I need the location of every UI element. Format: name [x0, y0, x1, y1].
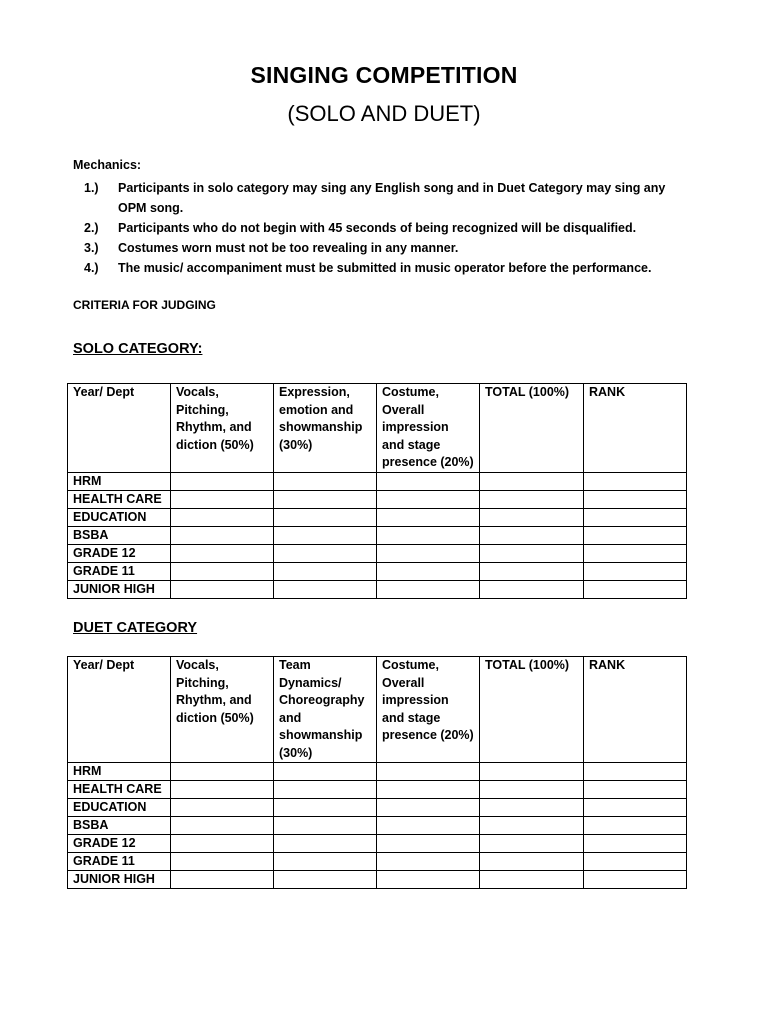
score-cell[interactable] — [274, 871, 377, 889]
score-cell[interactable] — [171, 853, 274, 871]
score-cell[interactable] — [377, 763, 480, 781]
column-header: Year/ Dept — [68, 384, 171, 473]
score-cell[interactable] — [584, 853, 687, 871]
duet-category-heading: DUET CATEGORY — [73, 620, 198, 636]
score-cell[interactable] — [480, 508, 584, 526]
score-cell[interactable] — [480, 562, 584, 580]
score-cell[interactable] — [171, 544, 274, 562]
score-cell[interactable] — [480, 544, 584, 562]
table-row — [68, 835, 687, 853]
score-cell[interactable] — [584, 781, 687, 799]
score-cell[interactable] — [171, 781, 274, 799]
mechanics-item-number: 1.) — [84, 181, 99, 195]
table-row — [68, 490, 687, 508]
score-cell[interactable] — [171, 835, 274, 853]
column-header: Year/ Dept — [68, 657, 171, 763]
table-header-row — [68, 384, 687, 473]
solo-category-heading: SOLO CATEGORY: — [73, 341, 203, 357]
score-cell[interactable] — [274, 799, 377, 817]
score-cell[interactable] — [584, 526, 687, 544]
score-cell[interactable] — [377, 853, 480, 871]
column-header: Vocals, Pitching, Rhythm, and diction (50%) — [171, 384, 274, 473]
score-cell[interactable] — [480, 490, 584, 508]
score-cell[interactable] — [274, 490, 377, 508]
mechanics-item — [84, 238, 684, 258]
score-cell[interactable] — [171, 508, 274, 526]
score-cell[interactable] — [480, 817, 584, 835]
score-cell[interactable] — [274, 508, 377, 526]
table-row — [68, 544, 687, 562]
row-label: BSBA — [68, 526, 171, 544]
table-row — [68, 853, 687, 871]
score-cell[interactable] — [377, 562, 480, 580]
mechanics-item-text: Costumes worn must not be too revealing in any manner. — [118, 241, 459, 255]
score-cell[interactable] — [377, 544, 480, 562]
row-label: EDUCATION — [68, 799, 171, 817]
page-title: SINGING COMPETITION — [250, 62, 518, 88]
score-cell[interactable] — [171, 490, 274, 508]
score-cell[interactable] — [274, 526, 377, 544]
page-subtitle: (SOLO AND DUET) — [287, 101, 481, 126]
score-cell[interactable] — [584, 763, 687, 781]
score-cell[interactable] — [584, 580, 687, 598]
table-row — [68, 817, 687, 835]
score-cell[interactable] — [480, 472, 584, 490]
score-cell[interactable] — [480, 799, 584, 817]
score-cell[interactable] — [377, 835, 480, 853]
score-cell[interactable] — [274, 835, 377, 853]
column-header: Costume, Overall impression and stage presence (20%) — [377, 657, 480, 763]
row-label: HEALTH CARE — [68, 490, 171, 508]
row-label: EDUCATION — [68, 508, 171, 526]
score-cell[interactable] — [171, 562, 274, 580]
mechanics-item-text: Participants who do not begin with 45 seconds of being recognized will be disqualified. — [118, 221, 637, 235]
mechanics-item-number: 2.) — [84, 221, 99, 235]
score-cell[interactable] — [171, 871, 274, 889]
score-cell[interactable] — [171, 799, 274, 817]
score-cell[interactable] — [377, 580, 480, 598]
table-row — [68, 763, 687, 781]
row-label: BSBA — [68, 817, 171, 835]
score-cell[interactable] — [480, 763, 584, 781]
score-cell[interactable] — [584, 835, 687, 853]
column-header: Team Dynamics/ Choreography and showmanship (30%) — [274, 657, 377, 763]
table-row — [68, 799, 687, 817]
row-label: HEALTH CARE — [68, 781, 171, 799]
mechanics-item — [84, 178, 684, 218]
score-cell[interactable] — [171, 526, 274, 544]
mechanics-label: Mechanics: — [73, 158, 142, 172]
score-cell[interactable] — [274, 544, 377, 562]
table-row — [68, 526, 687, 544]
column-header: RANK — [584, 384, 687, 473]
score-cell[interactable] — [584, 799, 687, 817]
mechanics-item — [84, 258, 684, 278]
column-header: RANK — [584, 657, 687, 763]
score-cell[interactable] — [274, 781, 377, 799]
mechanics-item-number: 4.) — [84, 261, 99, 275]
score-cell[interactable] — [274, 817, 377, 835]
score-cell[interactable] — [274, 472, 377, 490]
row-label: GRADE 11 — [68, 853, 171, 871]
column-header: Costume, Overall impression and stage presence (20%) — [377, 384, 480, 473]
table-row — [68, 472, 687, 490]
table-row — [68, 781, 687, 799]
column-header: Vocals, Pitching, Rhythm, and diction (50%) — [171, 657, 274, 763]
mechanics-item-text: Participants in solo category may sing any English song and in Duet Category may sing any OPM song. — [118, 181, 666, 215]
duet-score-table — [67, 656, 687, 889]
score-cell[interactable] — [584, 544, 687, 562]
score-cell[interactable] — [377, 799, 480, 817]
column-header: TOTAL (100%) — [480, 657, 584, 763]
score-cell[interactable] — [377, 526, 480, 544]
score-cell[interactable] — [377, 817, 480, 835]
score-cell[interactable] — [480, 580, 584, 598]
score-cell[interactable] — [274, 763, 377, 781]
score-cell[interactable] — [274, 562, 377, 580]
row-label: GRADE 12 — [68, 544, 171, 562]
table-row — [68, 580, 687, 598]
score-cell[interactable] — [377, 490, 480, 508]
table-header-row — [68, 657, 687, 763]
score-cell[interactable] — [171, 580, 274, 598]
score-cell[interactable] — [377, 508, 480, 526]
row-label: GRADE 12 — [68, 835, 171, 853]
table-row — [68, 871, 687, 889]
solo-score-table — [67, 383, 687, 599]
score-cell[interactable] — [584, 490, 687, 508]
mechanics-list — [84, 178, 684, 278]
score-cell[interactable] — [377, 472, 480, 490]
score-cell[interactable] — [377, 781, 480, 799]
column-header: Expression, emotion and showmanship (30%) — [274, 384, 377, 473]
score-cell[interactable] — [480, 835, 584, 853]
score-cell[interactable] — [377, 871, 480, 889]
score-cell[interactable] — [584, 508, 687, 526]
score-cell[interactable] — [274, 580, 377, 598]
score-cell[interactable] — [171, 817, 274, 835]
column-header: TOTAL (100%) — [480, 384, 584, 473]
mechanics-item — [84, 218, 684, 238]
score-cell[interactable] — [274, 853, 377, 871]
score-cell[interactable] — [480, 853, 584, 871]
score-cell[interactable] — [584, 871, 687, 889]
score-cell[interactable] — [480, 871, 584, 889]
score-cell[interactable] — [584, 472, 687, 490]
row-label: HRM — [68, 472, 171, 490]
score-cell[interactable] — [480, 781, 584, 799]
row-label: JUNIOR HIGH — [68, 580, 171, 598]
score-cell[interactable] — [171, 472, 274, 490]
table-row — [68, 562, 687, 580]
row-label: JUNIOR HIGH — [68, 871, 171, 889]
score-cell[interactable] — [584, 562, 687, 580]
criteria-label: CRITERIA FOR JUDGING — [73, 298, 216, 312]
score-cell[interactable] — [584, 817, 687, 835]
row-label: GRADE 11 — [68, 562, 171, 580]
score-cell[interactable] — [171, 763, 274, 781]
row-label: HRM — [68, 763, 171, 781]
table-row — [68, 508, 687, 526]
mechanics-item-text: The music/ accompaniment must be submitted in music operator before the performance. — [118, 261, 652, 275]
mechanics-item-number: 3.) — [84, 241, 99, 255]
score-cell[interactable] — [480, 526, 584, 544]
